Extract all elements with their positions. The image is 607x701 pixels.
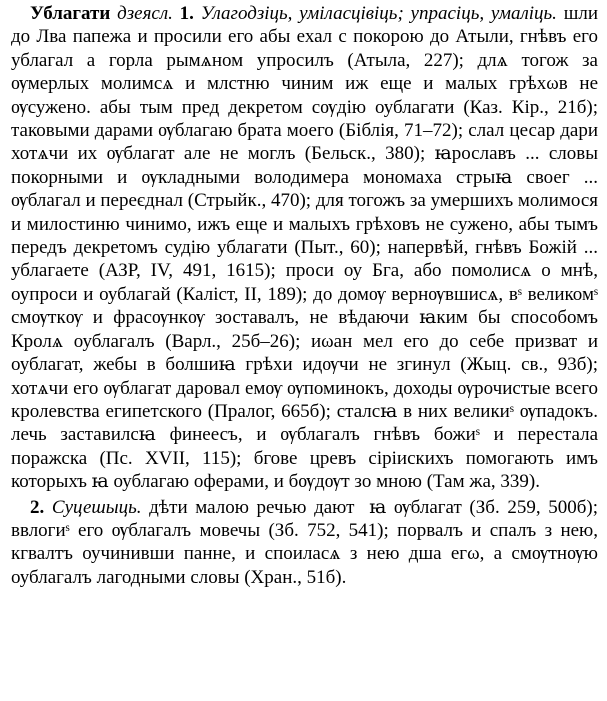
sense-gloss-2: Суцешыць. bbox=[51, 496, 142, 518]
sense-gloss-1: Улагодзіць, уміласцівіць; упрасіць, умаліць. bbox=[200, 3, 557, 24]
sense-number-1: 1. bbox=[179, 3, 194, 24]
sense-citations-2: дѣти малою речью дают꙼ꙗ ѹблагат (Зб. 259, 500б); ввлогиˢ его ѹблагалъ мовечы (Зб. 752, 541); порвалъ и спалъ з нею, кгвалтъ оучинивши панне, и споиласѧ з нею дша егω, а смѹтнѹю оублагалъ лагодными словы (Хран., 51б). bbox=[11, 496, 598, 588]
sense-citations-1: шли до Лва папежа и просили его абы ехал с покорою до Атыли, гнѣвъ его ублагал а горла рымѧном упросилъ (Атыла, 227); длѧ тогож за ѹмерлых молимсѧ и млстню чиним иж еще и малых грѣхωв не ѹсужено. абы тым пред декретом сѹдію оублагати (Каз. Кір., 21б); таковыми дарами ѹблагаю брата моего (Біблія, 71–72); слал цесар дари хотѧчи их ѹблагат але не моглъ (Бельск., 380); ꙗрославъ ... словы покорными и ѹкладными володимера мономаха стрыꙗ своег ... ѹблагал и переєднал (Стрыйк., 470); для тогожъ за умершихъ молимося и милостиню чинимо, ижъ еще и малыхъ грѣховъ не сужено, абы тымъ передъ декретомъ судію ублагати (Пыт., 60); напервѣй, гнѣвъ Божій ... ублагаете (АЗР, IV, 491, 1615); проси оу Бга, або помолисѧ о мнѣ, оупроси и оублагай (Каліст, II, 189); до домѹ вернѹвшисѧ, вˢ великомˢ смѹткѹ и фрасѹнкѹ зоставалъ, не вѣдаючи ꙗким бы способомъ Кролѧ оублагалъ (Варл., 25б–26); иωан мел его до себе призват и оублагат, жебы в болшиꙗ грѣхи идѹчи не згинул (Жыц. св., 93б); хотѧчи его ѹблагат даровал емѹ ѹпоминокъ, доходы ѹрочистые всего кролевства египетского (Пралог, 665б); сталсꙗ в них великиˢ ѹпадокъ. лечь заставилсꙗ финеесъ, и ѹблагалъ гнѣвъ божиˢ и перестала поражска (Пс. XVII, 115); бгове цревъ сіріискихъ помогають имъ которыхъ ꙗ оублагаю оферами, и бѹдѹт зо мною (Там жа, 339). bbox=[11, 3, 598, 493]
sense-number-2: 2. bbox=[30, 496, 45, 518]
sense-1-paragraph bbox=[11, 2, 598, 494]
sense-2-paragraph bbox=[11, 496, 598, 590]
grammar-label: дзеясл. bbox=[117, 3, 173, 24]
headword: Ублагати bbox=[30, 3, 111, 24]
